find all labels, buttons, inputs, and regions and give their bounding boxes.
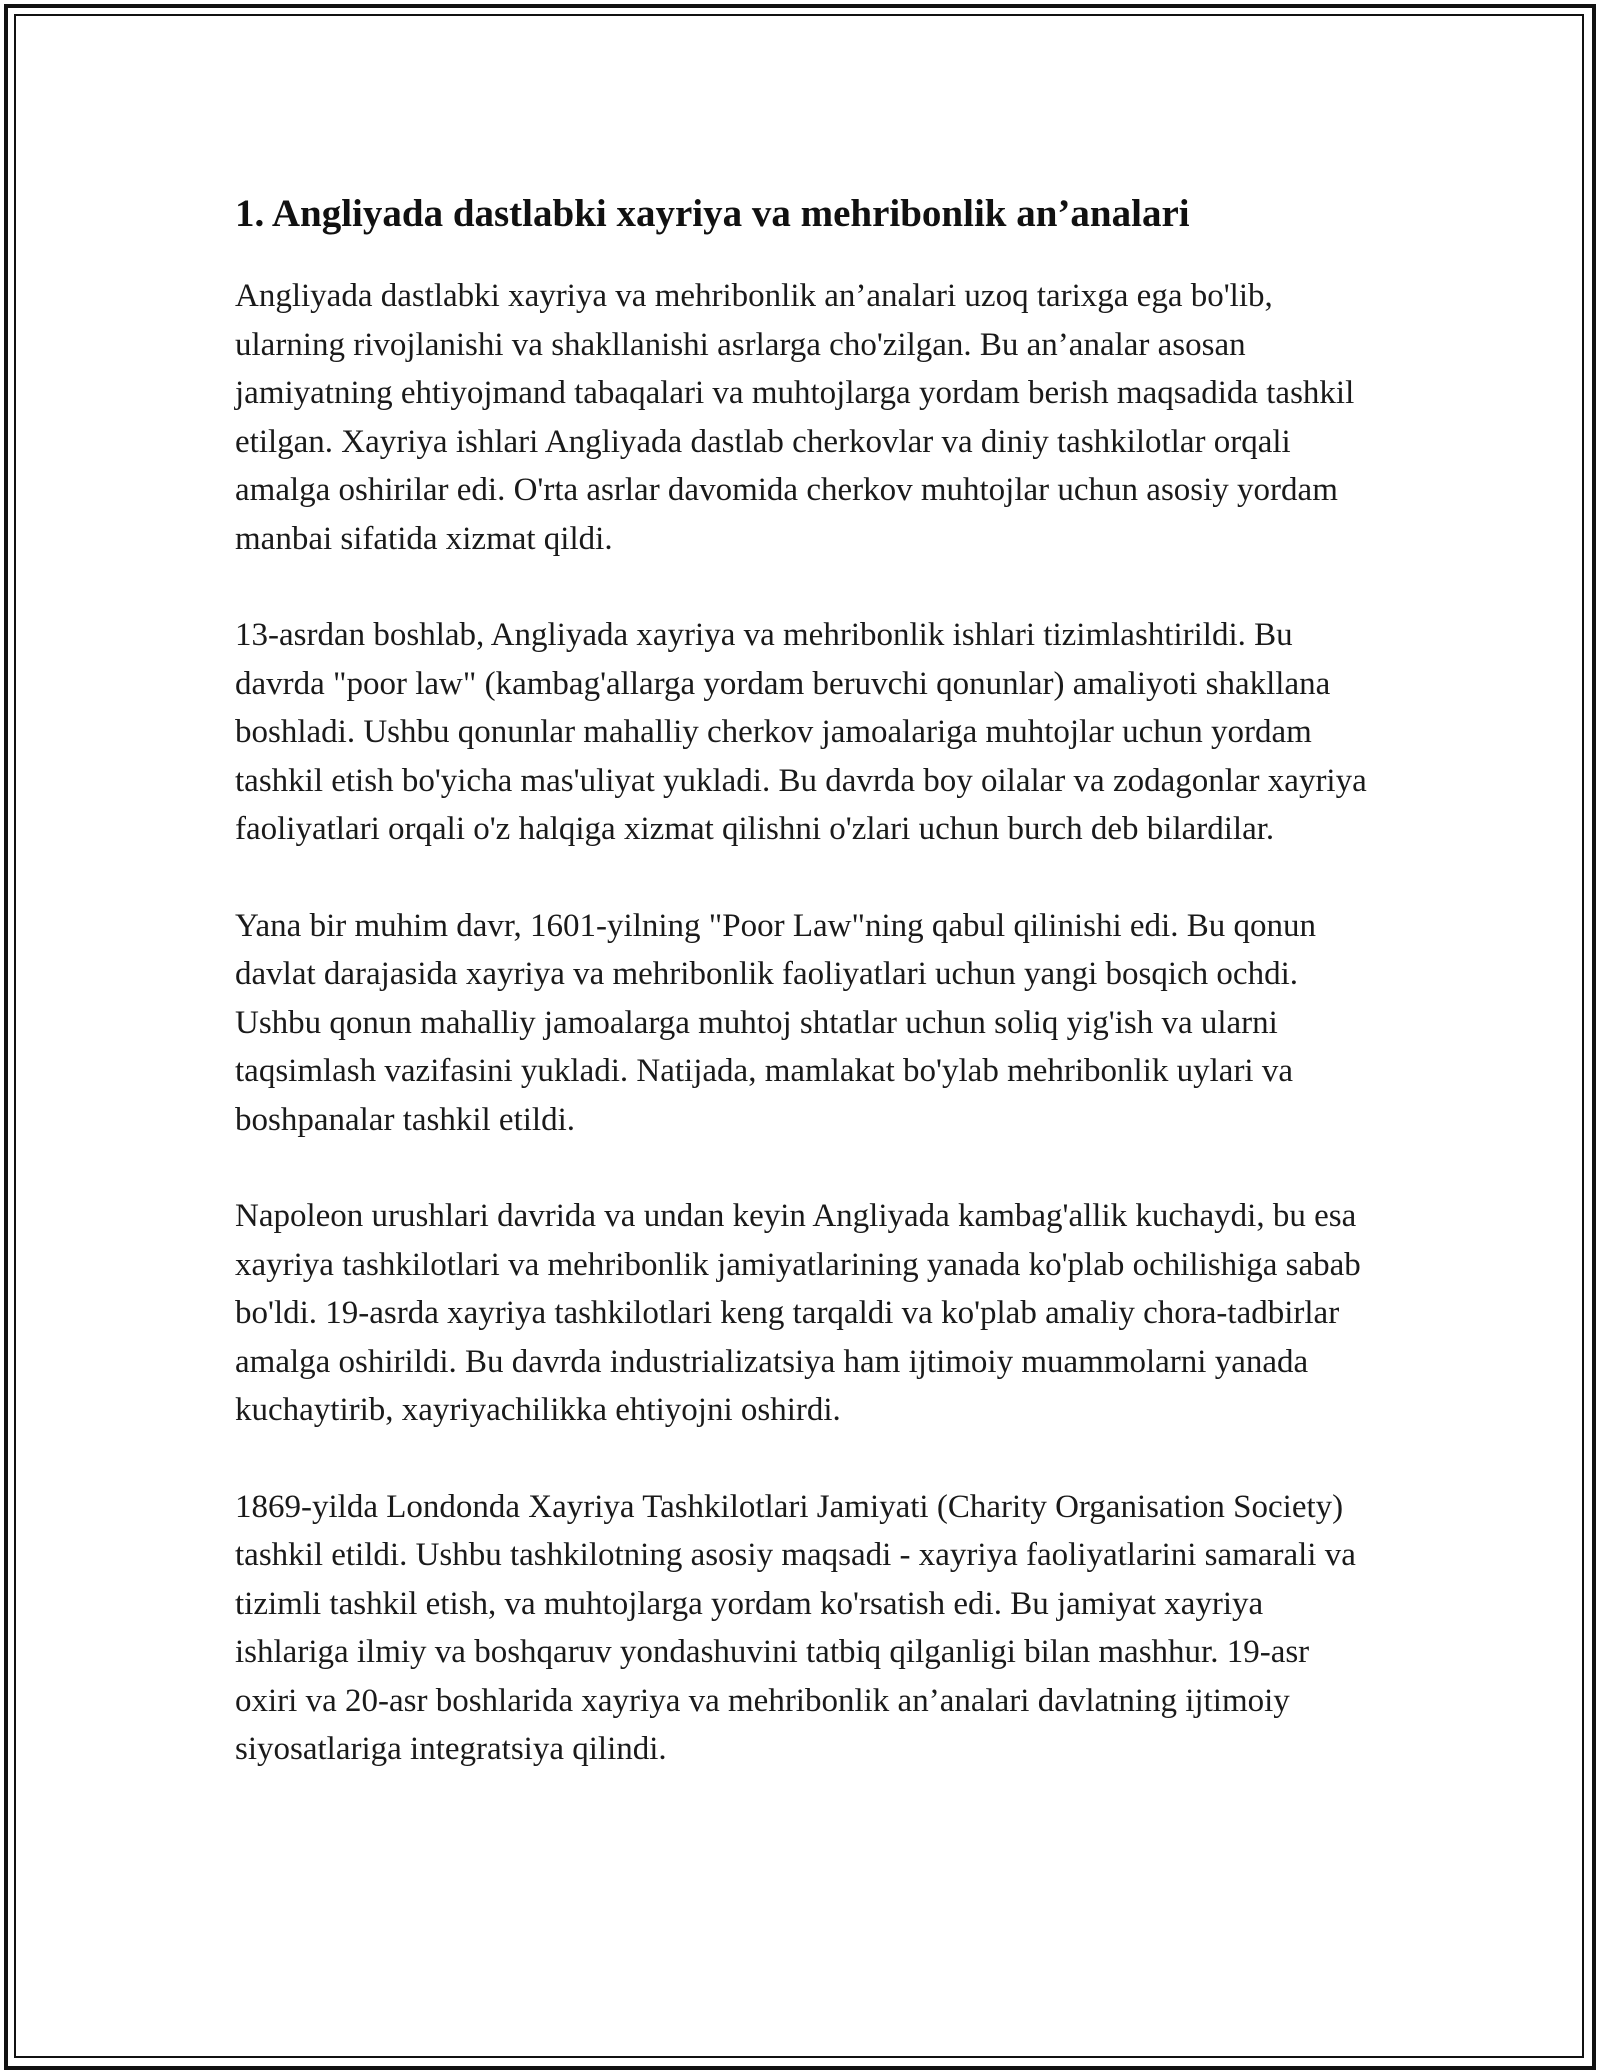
paragraph-4: Napoleon urushlari davrida va undan keyin Angliyada kambag'allik kuchaydi, bu esa xayriya tashkilotlari va mehribonlik jamiyatlarining yanada ko'plab ochilishiga sabab bo'ldi. 19-asrda xayriya tashkilotlari keng tarqaldi va ko'plab amaliy chora-tadbirlar amalga oshirildi. Bu davrda industrializatsiya ham ijtimoiy muammolarni yanada kuchaytirib, xayriyachilikka ehtiyojni oshirdi. [235,1198,1361,1428]
paragraph-5: 1869-yilda Londonda Xayriya Tashkilotlari Jamiyati (Charity Organisation Society) tashkil etildi. Ushbu tashkilotning asosiy maqsadi - xayriya faoliyatlarini samarali va tizimli tashkil etish, va muhtojlarga yordam ko'rsatish edi. Bu jamiyat xayriya ishlariga ilmiy va boshqaruv yondashuvini tatbiq qilganligi bilan mashhur. 19-asr oxiri va 20-asr boshlarida xayriya va mehribonlik an’analari davlatning ijtimoiy siyosatlariga integratsiya qilindi. [235,1488,1356,1767]
paragraph-3: Yana bir muhim davr, 1601-yilning "Poor Law"ning qabul qilinishi edi. Bu qonun davlat darajasida xayriya va mehribonlik faoliyatlari uchun yangi bosqich ochdi. Ushbu qonun mahalliy jamoalarga muhtoj shtatlar uchun soliq yig'ish va ularni taqsimlash vazifasini yukladi. Natijada, mamlakat bo'ylab mehribonlik uylari va boshpanalar tashkil etildi. [235,907,1316,1138]
paragraph-2: 13-asrdan boshlab, Angliyada xayriya va mehribonlik ishlari tizimlashtirildi. Bu davrda "poor law" (kambag'allarga yordam beruvchi qonunlar) amaliyoti shakllana boshladi. Ushbu qonunlar mahalliy cherkov jamoalariga muhtojlar uchun yordam tashkil etish bo'yicha mas'uliyat yukladi. Bu davrda boy oilalar va zodagonlar xayriya faoliyatlari orqali o'z halqiga xizmat qilishni o'zlari uchun burch deb bilardilar. [235,617,1367,847]
document-body [235,186,1375,1774]
section-title: 1. Angliyada dastlabki xayriya va mehribonlik an’analari [235,192,1190,235]
paragraph-1: Angliyada dastlabki xayriya va mehribonlik an’analari uzoq tarixga ega bo'lib, ularning rivojlanishi va shakllanishi asrlarga cho'zilgan. Bu an’analar asosan jamiyatning ehtiyojmand tabaqalari va muhtojlarga yordam berish maqsadida tashkil etilgan. Xayriya ishlari Angliyada dastlab cherkovlar va diniy tashkilotlar orqali amalga oshirilar edi. O'rta asrlar davomida cherkov muhtojlar uchun asosiy yordam manbai sifatida xizmat qildi. [235,278,1355,557]
